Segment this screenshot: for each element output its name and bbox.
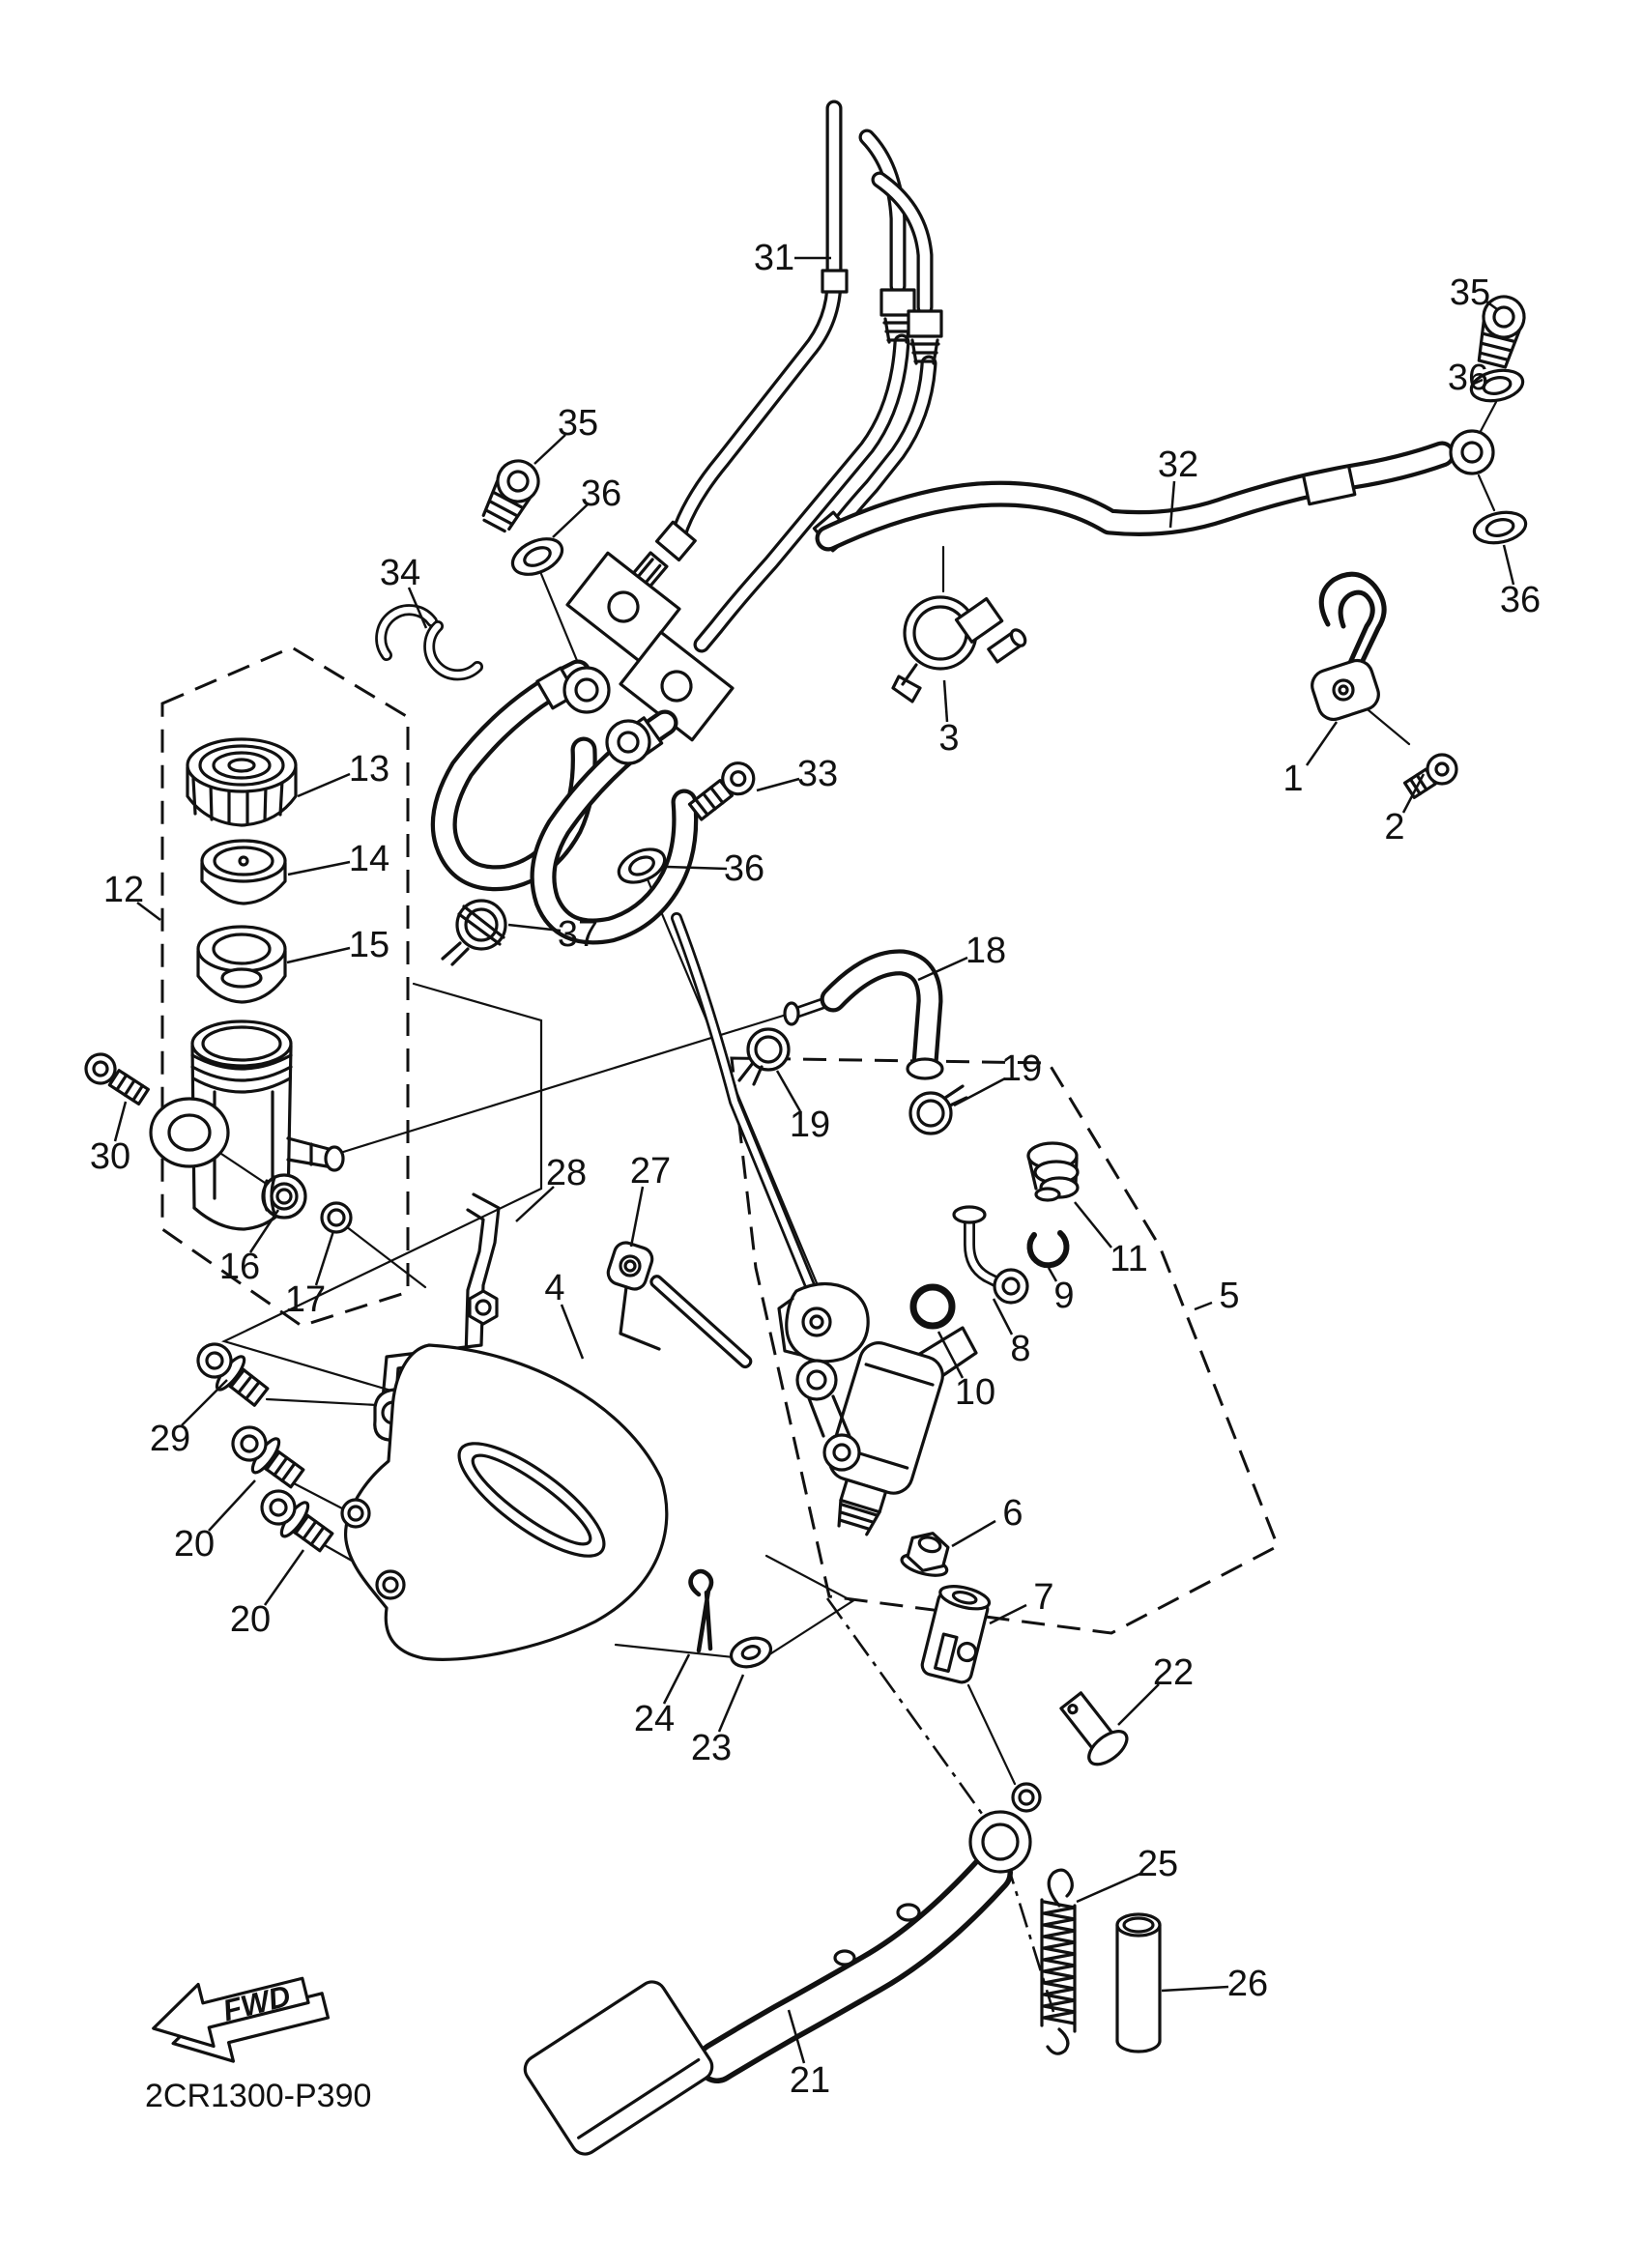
reservoir-cap-13	[187, 739, 296, 825]
leader-line-19b	[954, 1078, 1005, 1105]
pipe-clamp-34	[381, 610, 477, 675]
leader-line-36c	[1504, 545, 1513, 585]
bolt-20-upper	[224, 1418, 309, 1495]
boot-11	[1028, 1143, 1078, 1200]
leader-line-6	[952, 1521, 995, 1546]
brake-pipe-assembly-31	[632, 108, 941, 645]
leader-line-33	[757, 779, 799, 790]
leader-line-5	[1195, 1303, 1212, 1309]
grommet-17	[322, 1203, 351, 1232]
part-label-10: 10	[954, 1372, 996, 1413]
collar-26	[1117, 1914, 1160, 2052]
flare-nut-fitting	[908, 311, 941, 363]
fwd-arrow	[146, 1956, 333, 2079]
screw-30	[80, 1048, 151, 1108]
nut-6	[900, 1527, 955, 1579]
part-label-22: 22	[1152, 1652, 1195, 1693]
leader-line-17	[316, 1231, 333, 1285]
part-label-17: 17	[284, 1279, 327, 1320]
part-label-6: 6	[1002, 1493, 1023, 1534]
part-label-5: 5	[1219, 1276, 1240, 1316]
part-label-29: 29	[149, 1419, 191, 1459]
leader-line-1	[1307, 722, 1337, 765]
circlip-9	[1029, 1233, 1066, 1265]
bolt-29	[189, 1335, 274, 1413]
pipe-sleeve	[822, 271, 847, 292]
brake-pedal-21	[520, 1784, 1040, 2159]
joint-pipe-8	[954, 1207, 1027, 1303]
part-label-36d: 36	[723, 848, 765, 889]
part-label-37: 37	[557, 914, 599, 955]
washer-36-right	[1471, 508, 1528, 548]
leader-line-8	[994, 1299, 1012, 1335]
clevis-joint-7	[920, 1582, 992, 1684]
part-label-28: 28	[545, 1153, 588, 1193]
part-label-19a: 19	[789, 1105, 831, 1145]
part-label-35a: 35	[557, 403, 599, 444]
leader-line-25	[1077, 1873, 1142, 1902]
part-label-8: 8	[1010, 1329, 1031, 1369]
leader-line-30	[115, 1102, 126, 1141]
hose-clamp-37	[443, 901, 505, 964]
part-label-26: 26	[1226, 1964, 1269, 2004]
leader-line-14	[288, 862, 350, 875]
part-label-15: 15	[348, 925, 390, 965]
bracket-27	[605, 1240, 753, 1369]
part-label-20a: 20	[173, 1524, 216, 1565]
leader-line-20a	[209, 1480, 255, 1531]
part-label-21: 21	[789, 2060, 831, 2101]
part-label-14: 14	[348, 839, 390, 879]
part-label-12: 12	[102, 870, 145, 910]
part-label-19b: 19	[1000, 1048, 1043, 1089]
part-label-36b: 36	[1447, 358, 1489, 398]
clevis-pin-22	[1053, 1687, 1133, 1771]
part-label-3: 3	[938, 718, 960, 759]
leader-line-27	[631, 1187, 643, 1247]
part-label-2: 2	[1384, 807, 1405, 847]
bolt-33	[686, 757, 760, 824]
leader-line-4	[562, 1305, 583, 1359]
banjo-bolt-35-left	[476, 454, 545, 535]
reservoir-plate-14	[202, 841, 285, 904]
leader-line-3	[944, 680, 947, 722]
cotter-pin-24	[691, 1571, 711, 1651]
fwd-arrow-label: FWD	[219, 1978, 295, 2028]
bolt-20-lower	[253, 1481, 338, 1559]
part-label-30: 30	[89, 1136, 131, 1177]
reservoir-tank	[151, 1021, 343, 1229]
leader-line-23	[719, 1675, 743, 1732]
part-label-36c: 36	[1499, 580, 1542, 620]
part-label-24: 24	[633, 1699, 676, 1739]
part-label-25: 25	[1137, 1844, 1179, 1884]
part-label-20b: 20	[229, 1599, 272, 1640]
part-label-4: 4	[544, 1268, 565, 1308]
part-label-16: 16	[218, 1247, 261, 1287]
part-label-31: 31	[753, 238, 795, 278]
part-label-23: 23	[690, 1728, 733, 1768]
part-label-36a: 36	[580, 474, 622, 514]
hose-holder-hook-1	[1309, 574, 1385, 723]
tank-outlet-spout	[326, 1147, 343, 1170]
leader-line-26	[1162, 1987, 1228, 1991]
part-label-34: 34	[379, 553, 421, 593]
screw-2	[1405, 755, 1456, 797]
leader-line-13	[298, 774, 350, 796]
part-label-18: 18	[965, 931, 1007, 971]
hose-clamp-3	[893, 597, 1028, 702]
washer-36-left	[507, 531, 567, 581]
washer-23	[728, 1633, 775, 1672]
leader-line-11	[1075, 1202, 1111, 1248]
part-label-33: 33	[796, 754, 839, 794]
part-label-35b: 35	[1449, 273, 1491, 313]
part-label-9: 9	[1053, 1276, 1075, 1316]
part-label-27: 27	[629, 1151, 672, 1191]
part-label-13: 13	[348, 749, 390, 789]
leader-line-20b	[265, 1550, 303, 1605]
o-ring-10	[913, 1287, 952, 1326]
part-label-32: 32	[1157, 445, 1199, 485]
leader-line-15	[287, 948, 350, 962]
part-label-7: 7	[1033, 1577, 1054, 1618]
return-spring-25	[1042, 1870, 1075, 2053]
grommet-16	[263, 1175, 305, 1218]
diagram-code: 2CR1300-P390	[145, 2078, 372, 2114]
part-label-1: 1	[1283, 759, 1304, 799]
leader-line-24	[664, 1654, 689, 1704]
part-label-11: 11	[1110, 1239, 1148, 1279]
hose-clamp-19-right	[910, 1086, 966, 1134]
reservoir-diaphragm-15	[198, 927, 285, 1002]
